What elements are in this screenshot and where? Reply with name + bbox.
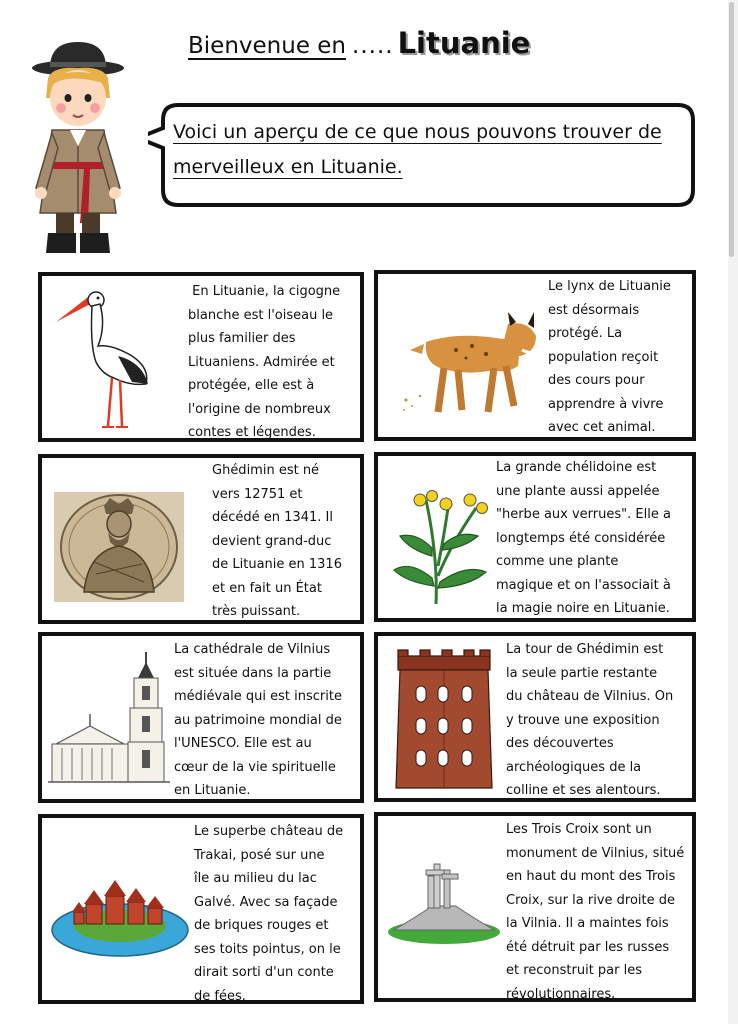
gediminas-portrait-image (54, 492, 184, 602)
gediminas-tower-image (392, 646, 496, 792)
card-stork (38, 272, 364, 442)
card-celandine-text: La grande chélidoine est une plante aussi appelée "herbe aux verrues". Elle a longtemps été considérée comme une plante magique et on l'associait à la magie noire en Lituanie. (496, 460, 671, 616)
intro-text: Voici un aperçu de ce que nous pouvons trouver de merveilleux en Lituanie. (173, 121, 662, 178)
card-gediminas-text: Ghédimin est né vers 12751 et décédé en 1341. Il devient grand-duc de Lituanie en 1316 et en fait un État très puissant. (212, 463, 342, 619)
three-crosses-monument-image (384, 856, 504, 946)
card-three-crosses-text: Les Trois Croix sont un monument de Vilnius, situé en haut du mont des Trois Croix, sur la rive droite de la Vilnia. Il a maintes fois été détruit par les russes et reconstruit par les révolutionnaires. (506, 822, 685, 1002)
title-country: Lituanie (397, 26, 531, 60)
card-trakai (38, 814, 364, 1004)
card-lynx-text: Le lynx de Lituanie est désormais protégé. La population reçoit des cours pour apprendre à vivre avec cet animal. (548, 279, 671, 435)
stork-image (52, 286, 152, 434)
card-celandine (374, 452, 696, 622)
trakai-castle-image (50, 868, 190, 958)
card-gediminas (38, 454, 364, 624)
card-three-crosses (374, 812, 696, 1002)
lynx-image (396, 310, 546, 420)
celandine-plant-image (386, 486, 498, 606)
card-trakai-text: Le superbe château de Trakai, posé sur une île au milieu du lac Galvé. Avec sa façade de briques rouges et ses toits pointus, on le dirait sorti d'un conte de fées. (194, 824, 344, 1004)
title-prefix: Bienvenue en (188, 33, 347, 59)
card-tower-text: La tour de Ghédimin est la seule partie restante du château de Vilnius. On y trouve une exposition des découvertes archéologiques de la colline et ses alentours. (506, 642, 674, 798)
vilnius-cathedral-image (48, 648, 170, 784)
card-cathedral (38, 632, 364, 803)
card-tower (374, 632, 696, 802)
card-cathedral-text: La cathédrale de Vilnius est située dans la partie médiévale qui est inscrite au patrimoine mondial de l'UNESCO. Elle est au cœur de la vie spirituelle en Lituanie. (174, 642, 342, 798)
card-stork-text: En Lituanie, la cigogne blanche est l'oiseau le plus familier des Lituaniens. Admirée et protégée, elle est à l'origine de nombreux contes et légendes. (188, 284, 341, 440)
boy-mascot-illustration (28, 38, 143, 263)
scrollbar[interactable] (729, 2, 734, 257)
title-dots: ..... (352, 33, 394, 59)
page-title (188, 26, 530, 60)
card-lynx (374, 270, 696, 441)
